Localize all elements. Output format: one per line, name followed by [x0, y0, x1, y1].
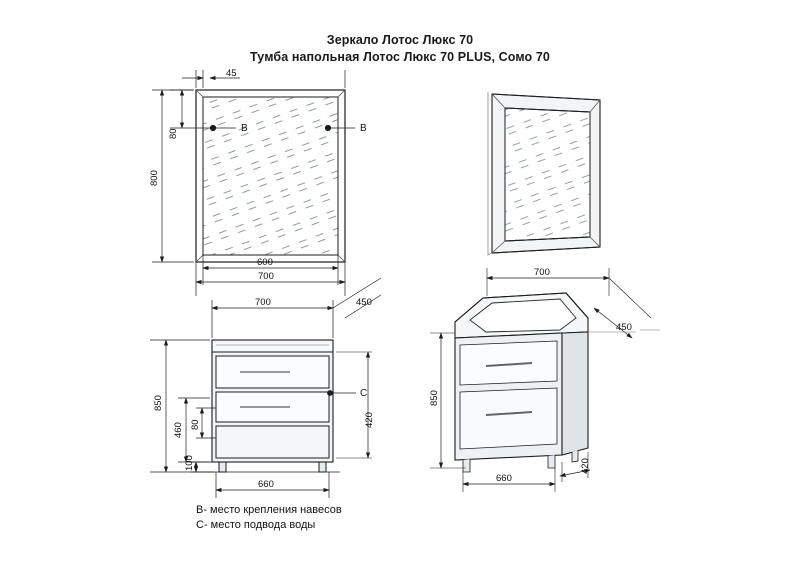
dim-mirror-frame-width: 45 [226, 68, 237, 79]
cabinet-iso-view [455, 293, 588, 472]
dim-cabinet-drawer: 80 [190, 419, 201, 430]
dim-cabinet-depth: 450 [356, 297, 372, 308]
dim-mirror-mount-top: 80 [168, 128, 179, 139]
dim-iso-base-width: 660 [496, 473, 512, 484]
page-title-line2: Тумба напольная Лотос Люкс 70 PLUS, Сомо 70 [250, 50, 550, 64]
legend [196, 503, 342, 533]
dim-cabinet-lower: 460 [173, 422, 184, 438]
legend-c: C- место подвода воды [196, 519, 316, 531]
dim-iso-height: 850 [429, 390, 440, 406]
dim-cabinet-height: 850 [153, 395, 164, 411]
dim-iso-depth: 450 [616, 322, 632, 333]
dim-iso-top-width: 700 [534, 267, 550, 278]
mirror-iso-view [488, 92, 600, 255]
page-title-line1: Зеркало Лотос Люкс 70 [326, 33, 474, 47]
marker-b-left: B [241, 123, 248, 134]
dim-iso-base-depth: 420 [580, 458, 591, 474]
legend-b: B- место крепления навесов [196, 504, 342, 516]
cabinet-front-view [206, 340, 356, 472]
mirror-front-view [196, 90, 355, 262]
dim-cabinet-feet: 100 [184, 455, 195, 471]
dim-cabinet-top-width: 700 [255, 297, 271, 308]
dim-mirror-height: 800 [149, 170, 160, 186]
marker-b-right: B [360, 123, 367, 134]
marker-c: C [360, 388, 368, 399]
dim-mirror-outer-width: 700 [258, 271, 274, 282]
dim-cabinet-side: 420 [364, 412, 375, 428]
dim-cabinet-base-width: 660 [258, 479, 274, 490]
dim-mirror-inner-width: 600 [257, 257, 273, 268]
